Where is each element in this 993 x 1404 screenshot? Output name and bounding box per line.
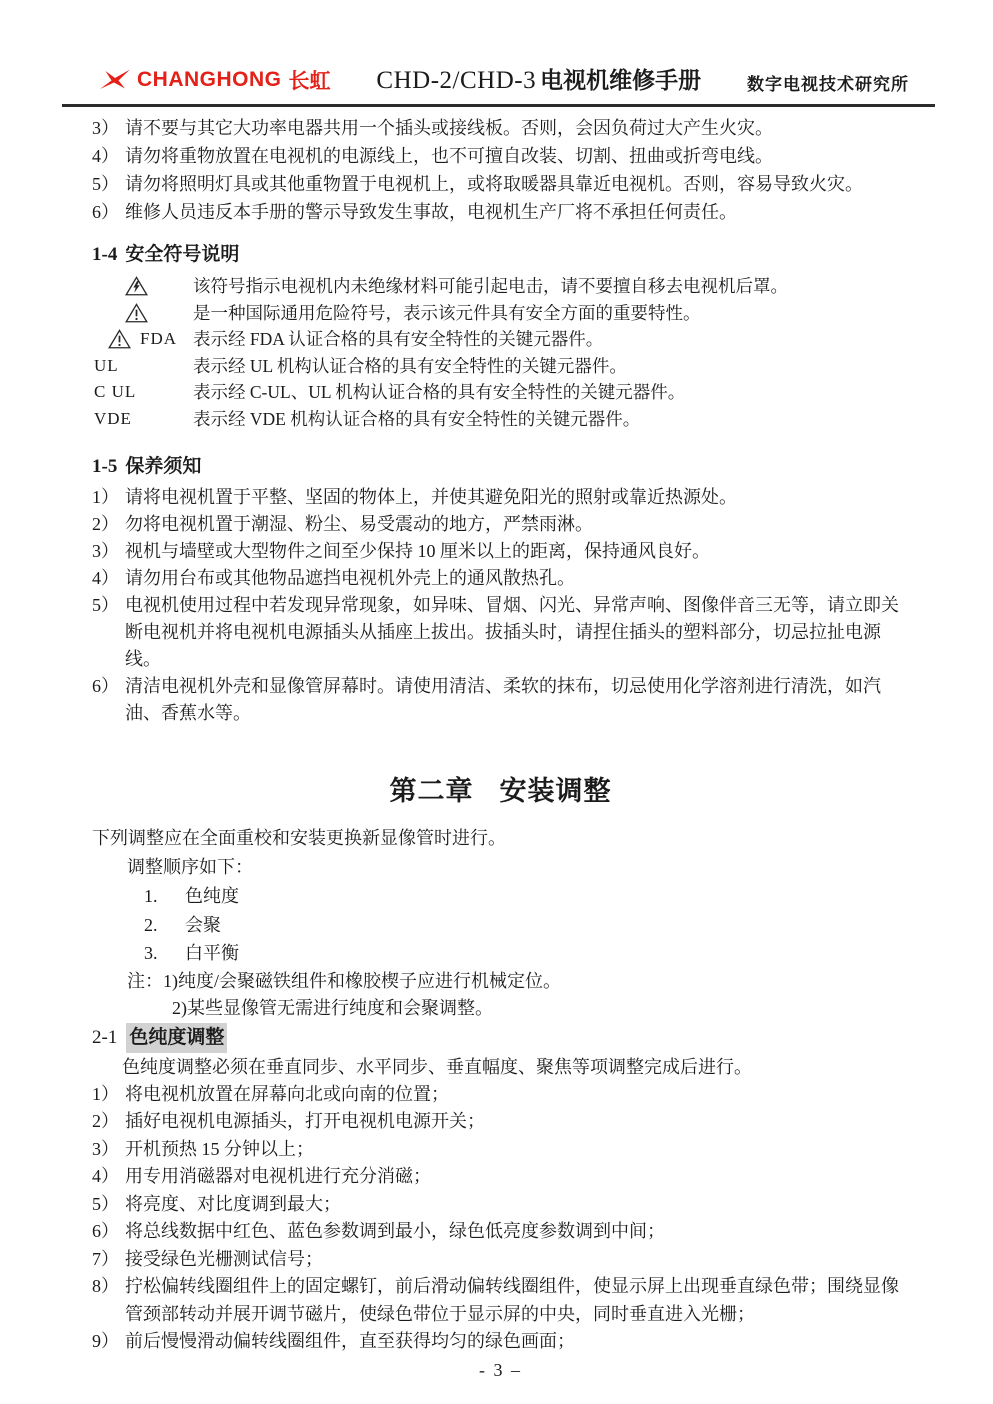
logo-text-cn: 长虹	[288, 69, 331, 93]
symbol-cell	[92, 353, 193, 380]
order-number: 3.	[144, 943, 158, 963]
warning-triangle-icon	[108, 329, 131, 349]
order-list	[92, 882, 909, 968]
symbol-label: FDA	[140, 329, 178, 348]
symbol-row	[92, 326, 909, 353]
section-1-5-heading	[92, 452, 909, 482]
symbol-description: 表示经 FDA 认证合格的具有安全特性的关键元器件。	[193, 329, 604, 349]
adjustment-step	[92, 1136, 909, 1164]
page-header	[62, 62, 935, 107]
page-number: - 3 –	[479, 1359, 522, 1380]
step-number: 8）	[92, 1276, 119, 1296]
high-voltage-triangle-icon	[125, 276, 148, 296]
step-number: 7）	[92, 1248, 119, 1269]
step-text: 将亮度、对比度调到最大；	[125, 1193, 341, 1214]
step-number: 9）	[92, 1331, 119, 1351]
adjustment-step	[92, 1081, 909, 1109]
section-2-1-intro: 色纯度调整必须在垂直同步、水平同步、垂直幅度、聚焦等项调整完成后进行。	[122, 1056, 752, 1077]
step-number: 5）	[92, 1193, 119, 1214]
item-text: 请将电视机置于平整、坚固的物体上，并使其避免阳光的照射或靠近热源处。	[125, 487, 737, 507]
item-number: 6）	[92, 676, 119, 696]
note-line: 2)某些显像管无需进行纯度和会聚调整。	[172, 998, 493, 1018]
order-item	[144, 911, 909, 940]
symbol-row	[92, 273, 909, 300]
item-text: 清洁电视机外壳和显像管屏幕时。请使用清洁、柔软的抹布，切忌使用化学溶剂进行清洗，如汽油、香蕉水等。	[125, 676, 881, 723]
warning-triangle-icon	[125, 303, 148, 323]
adjustment-steps	[92, 1081, 909, 1356]
item-text: 请勿将重物放置在电视机的电源线上，也不可擅自改装、切割、扭曲或折弯电线。	[125, 146, 773, 166]
title-name: 电视机维修手册	[540, 68, 702, 93]
item-text: 请不要与其它大功率电器共用一个插头或接线板。否则，会因负荷过大产生火灾。	[125, 118, 773, 138]
step-text: 接受绿色光栅测试信号；	[125, 1248, 323, 1269]
symbol-row	[92, 353, 909, 380]
order-item	[144, 882, 909, 911]
symbol-cell	[92, 326, 193, 353]
adjustment-step	[92, 1163, 909, 1191]
step-number: 6）	[92, 1221, 119, 1241]
maintenance-item	[92, 673, 909, 727]
step-number: 2）	[92, 1111, 119, 1131]
step-number: 3）	[92, 1138, 119, 1159]
step-number: 1）	[92, 1083, 119, 1104]
symbol-cell	[92, 273, 193, 300]
item-number: 1）	[92, 487, 119, 507]
page-content	[92, 114, 909, 1381]
warning-item	[92, 114, 909, 142]
section-1-4-heading	[92, 240, 909, 270]
order-text: 色纯度	[185, 886, 239, 906]
symbol-row	[92, 406, 909, 433]
adjustment-step	[92, 1273, 909, 1328]
order-item	[144, 939, 909, 968]
institute-name: 数字电视技术研究所	[746, 75, 909, 94]
section-title-highlighted: 色纯度调整	[126, 1023, 227, 1053]
warning-item	[92, 170, 909, 198]
order-number: 2.	[144, 914, 158, 935]
symbol-cell	[92, 379, 193, 406]
warnings-list	[92, 114, 909, 226]
symbol-label: C UL	[94, 382, 137, 401]
step-text: 将电视机放置在屏幕向北或向南的位置；	[125, 1083, 449, 1104]
order-label: 调整顺序如下：	[127, 857, 253, 877]
item-text: 请勿将照明灯具或其他重物置于电视机上，或将取暖器具靠近电视机。否则，容易导致火灾。	[125, 174, 863, 194]
manual-title	[376, 62, 701, 95]
adjustment-step	[92, 1246, 909, 1274]
symbol-table	[92, 273, 909, 432]
title-model: CHD-2/CHD-3	[376, 67, 537, 94]
symbol-description: 该符号指示电视机内未绝缘材料可能引起电击，请不要擅自移去电视机后罩。	[193, 276, 788, 296]
symbol-cell	[92, 406, 193, 433]
note-line: 1)纯度/会聚磁铁组件和橡胶楔子应进行机械定位。	[163, 970, 561, 991]
logo-text-en: CHANGHONG	[137, 68, 282, 91]
symbol-description: 表示经 C-UL、UL 机构认证合格的具有安全特性的关键元器件。	[193, 382, 686, 402]
step-text: 将总线数据中红色、蓝色参数调到最小，绿色低亮度参数调到中间；	[125, 1221, 665, 1241]
item-number: 3）	[92, 118, 119, 138]
adjustment-step	[92, 1218, 909, 1246]
note-label: 注：	[127, 970, 163, 991]
symbol-cell	[92, 300, 193, 327]
item-number: 5）	[92, 595, 119, 615]
item-number: 2）	[92, 514, 119, 534]
item-number: 4）	[92, 568, 119, 588]
item-number: 3）	[92, 541, 119, 561]
section-title: 安全符号说明	[125, 244, 240, 265]
maintenance-item	[92, 565, 909, 592]
item-number: 4）	[92, 146, 119, 166]
item-number: 6）	[92, 202, 119, 222]
symbol-row	[92, 300, 909, 327]
adjustment-step	[92, 1328, 909, 1356]
step-number: 4）	[92, 1166, 119, 1186]
section-title: 保养须知	[125, 456, 202, 477]
step-text: 拧松偏转线圈组件上的固定螺钉，前后滑动偏转线圈组件，使显示屏上出现垂直绿色带；围绕显像管颈部转动并展开调节磁片，使绿色带位于显示屏的中央，同时垂直进入光栅；	[125, 1276, 899, 1324]
section-number: 1-4	[92, 244, 118, 265]
maintenance-item	[92, 484, 909, 511]
symbol-label: UL	[94, 355, 119, 375]
symbol-description: 是一种国际通用危险符号，表示该元件具有安全方面的重要特性。	[193, 302, 701, 323]
item-text: 勿将电视机置于潮湿、粉尘、易受震动的地方，严禁雨淋。	[125, 514, 593, 534]
section-number: 1-5	[92, 456, 118, 477]
item-text: 电视机使用过程中若发现异常现象，如异味、冒烟、闪光、异常声响、图像伴音三无等，请立即关断电视机并将电视机电源插头从插座上拔出。拔插头时，请捏住插头的塑料部分，切忌拉扯电源线。	[125, 595, 899, 669]
step-text: 开机预热 15 分钟以上；	[125, 1138, 314, 1159]
chapter-number: 第二章	[389, 776, 474, 806]
symbol-row	[92, 379, 909, 406]
maintenance-list	[92, 484, 909, 727]
warning-item	[92, 142, 909, 170]
adjustment-step	[92, 1191, 909, 1219]
item-text: 维修人员违反本手册的警示导致发生事故，电视机生产厂将不承担任何责任。	[125, 202, 737, 222]
chapter-intro: 下列调整应在全面重校和安装更换新显像管时进行。	[92, 828, 506, 848]
symbol-description: 表示经 UL 机构认证合格的具有安全特性的关键元器件。	[193, 355, 627, 376]
item-number: 5）	[92, 174, 119, 194]
order-text: 会聚	[185, 914, 221, 935]
symbol-label: VDE	[94, 408, 132, 428]
symbol-description: 表示经 VDE 机构认证合格的具有安全特性的关键元器件。	[193, 408, 641, 429]
changhong-logo	[98, 65, 331, 95]
maintenance-item	[92, 592, 909, 673]
adjustment-step	[92, 1108, 909, 1136]
chapter-title	[92, 769, 909, 808]
changhong-bird-icon	[98, 67, 132, 93]
order-text: 白平衡	[185, 943, 239, 963]
section-number: 2-1	[92, 1026, 118, 1048]
item-text: 请勿用台布或其他物品遮挡电视机外壳上的通风散热孔。	[125, 568, 575, 588]
step-text: 插好电视机电源插头，打开电视机电源开关；	[125, 1111, 485, 1131]
note-lines	[163, 968, 561, 1023]
section-2-1-heading	[92, 1023, 909, 1053]
warning-item	[92, 198, 909, 226]
step-text: 前后慢慢滑动偏转线圈组件，直至获得均匀的绿色画面；	[125, 1331, 575, 1351]
maintenance-item	[92, 538, 909, 565]
maintenance-item	[92, 511, 909, 538]
step-text: 用专用消磁器对电视机进行充分消磁；	[125, 1166, 431, 1186]
chapter-notes	[127, 968, 909, 1023]
item-text: 视机与墙壁或大型物件之间至少保持 10 厘米以上的距离，保持通风良好。	[125, 541, 710, 561]
order-number: 1.	[144, 886, 158, 906]
chapter-name: 安装调整	[499, 776, 612, 806]
